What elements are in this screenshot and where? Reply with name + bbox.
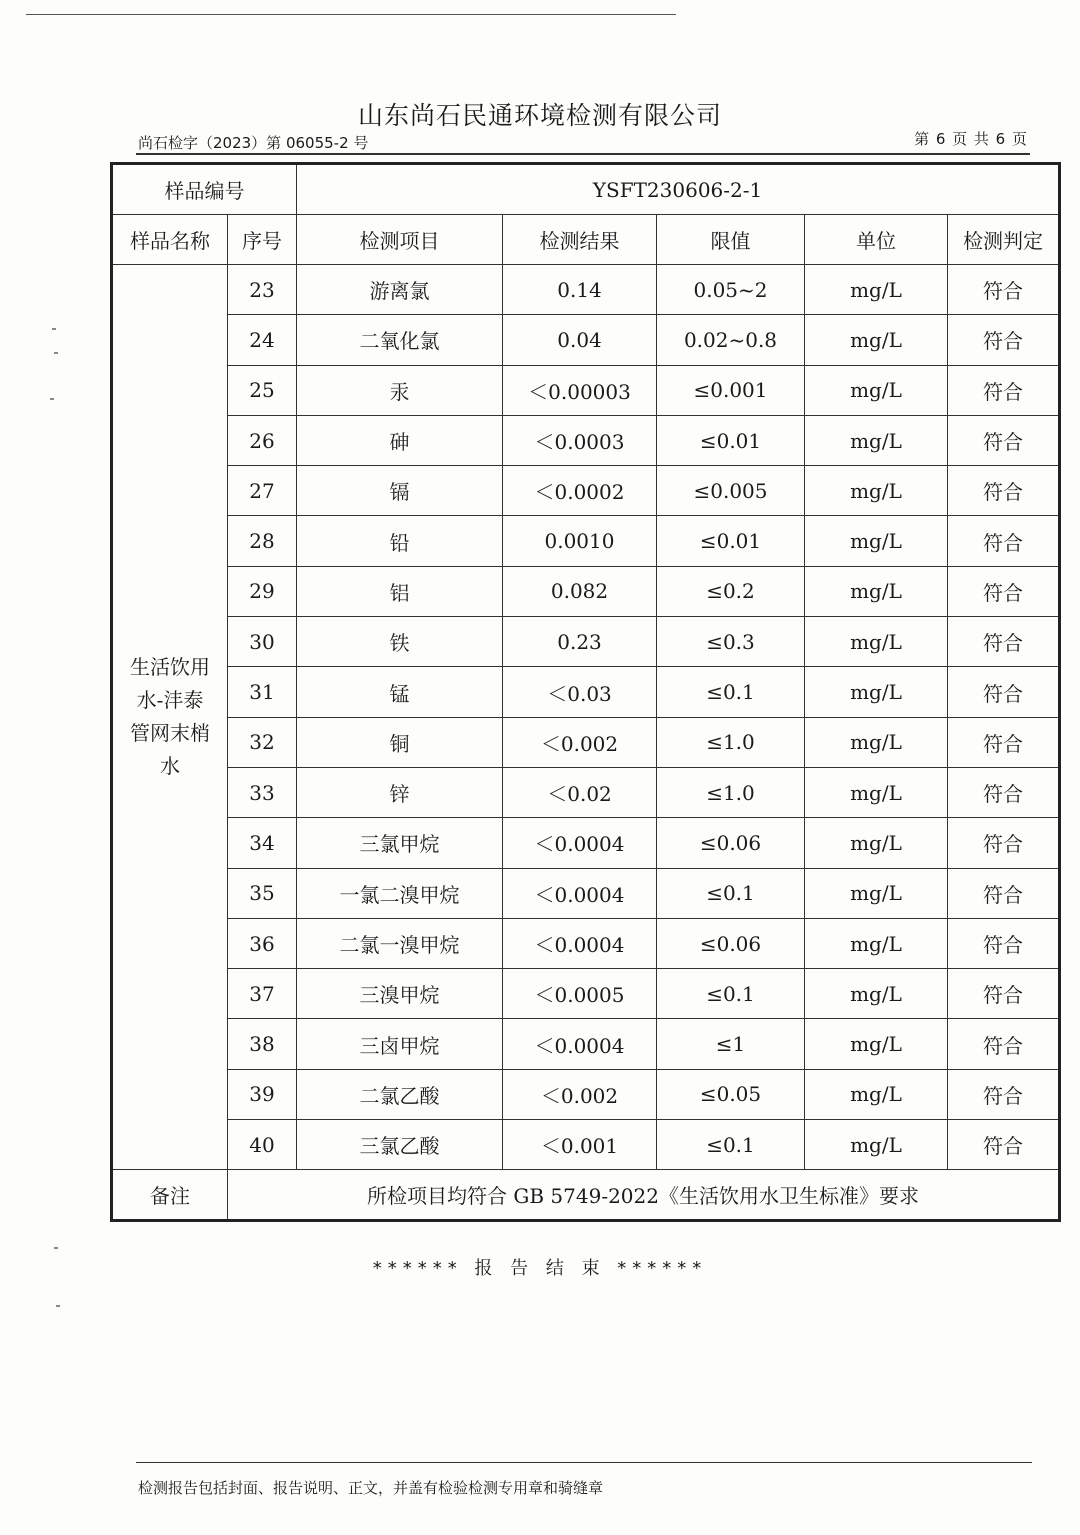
result-cell: 0.23 [503,617,657,667]
col-result: 检测结果 [503,215,657,265]
result-cell: ＜0.02 [503,767,657,817]
verdict-cell: 符合 [948,265,1060,315]
verdict-cell: 符合 [948,365,1060,415]
result-cell: ＜0.0005 [503,969,657,1019]
limit-cell: ≤1 [657,1019,805,1069]
table-row [112,1120,1060,1170]
footer-note: 检测报告包括封面、报告说明、正文，并盖有检验检测专用章和骑缝章 [138,1479,604,1497]
unit-cell: mg/L [805,818,948,868]
table-row [112,365,1060,415]
limit-cell: ≤0.1 [657,1120,805,1170]
seq-no-cell: 23 [228,265,297,315]
top-scan-rule [26,14,676,15]
seq-no-cell: 33 [228,767,297,817]
seq-no-cell: 31 [228,667,297,717]
verdict-cell: 符合 [948,868,1060,918]
verdict-cell: 符合 [948,818,1060,868]
footer-rule [136,1462,1032,1463]
result-cell: ＜0.0004 [503,868,657,918]
col-sample-name: 样品名称 [112,215,228,265]
test-item-cell: 铜 [297,717,503,767]
test-item-cell: 二氯一溴甲烷 [297,918,503,968]
sample-id-value: YSFT230606-2-1 [297,164,1060,215]
table-row [112,516,1060,566]
unit-cell: mg/L [805,918,948,968]
verdict-cell: 符合 [948,466,1060,516]
result-cell: 0.0010 [503,516,657,566]
result-cell: ＜0.0004 [503,818,657,868]
limit-cell: 0.05~2 [657,265,805,315]
unit-cell: mg/L [805,1120,948,1170]
seq-no-cell: 25 [228,365,297,415]
seq-no-cell: 35 [228,868,297,918]
seq-no-cell: 40 [228,1120,297,1170]
seq-no-cell: 32 [228,717,297,767]
page-indicator: 第 6 页 共 6 页 [914,130,1028,148]
result-cell: ＜0.03 [503,667,657,717]
table-row [112,1019,1060,1069]
table-row [112,918,1060,968]
limit-cell: 0.02~0.8 [657,315,805,365]
sample-name-line: 生活饮用 [130,655,210,680]
sample-id-label: 样品编号 [112,164,297,215]
test-item-cell: 二氧化氯 [297,315,503,365]
sample-name-line: 管网末梢 [130,721,210,746]
test-item-cell: 三溴甲烷 [297,969,503,1019]
result-cell: ＜0.00003 [503,365,657,415]
verdict-cell: 符合 [948,767,1060,817]
seq-no-cell: 38 [228,1019,297,1069]
seq-no-cell: 28 [228,516,297,566]
sample-name-cell [112,265,228,1170]
unit-cell: mg/L [805,617,948,667]
unit-cell: mg/L [805,1019,948,1069]
test-item-cell: 锰 [297,667,503,717]
company-name: 山东尚石民通环境检测有限公司 [357,101,722,130]
verdict-cell: 符合 [948,566,1060,616]
limit-cell: ≤0.05 [657,1069,805,1119]
seq-no-cell: 37 [228,969,297,1019]
test-item-cell: 游离氯 [297,265,503,315]
result-cell: ＜0.0003 [503,415,657,465]
limit-cell: ≤0.1 [657,667,805,717]
limit-cell: ≤0.2 [657,566,805,616]
verdict-cell: 符合 [948,315,1060,365]
unit-cell: mg/L [805,315,948,365]
result-cell: ＜0.002 [503,1069,657,1119]
col-test-item: 检测项目 [297,215,503,265]
scan-speck [56,1305,60,1307]
unit-cell: mg/L [805,868,948,918]
seq-no-cell: 34 [228,818,297,868]
test-item-cell: 二氯乙酸 [297,1069,503,1119]
sample-name-line: 水-沣泰 [136,688,204,713]
seq-no-cell: 36 [228,918,297,968]
result-cell: 0.14 [503,265,657,315]
sample-id-row [112,164,1060,215]
scan-speck [50,398,54,400]
test-item-cell: 铁 [297,617,503,667]
table-row [112,767,1060,817]
limit-cell: ≤1.0 [657,767,805,817]
seq-no-cell: 24 [228,315,297,365]
verdict-cell: 符合 [948,667,1060,717]
unit-cell: mg/L [805,415,948,465]
table-row [112,717,1060,767]
test-item-cell: 一氯二溴甲烷 [297,868,503,918]
unit-cell: mg/L [805,717,948,767]
limit-cell: ≤0.01 [657,516,805,566]
table-row [112,415,1060,465]
result-cell: ＜0.001 [503,1120,657,1170]
limit-cell: ≤0.06 [657,918,805,968]
test-item-cell: 三氯乙酸 [297,1120,503,1170]
limit-cell: ≤0.1 [657,969,805,1019]
scan-speck [54,352,58,354]
header-rule [136,153,1030,155]
test-item-cell: 锌 [297,767,503,817]
note-label: 备注 [112,1170,228,1221]
col-seq-no: 序号 [228,215,297,265]
seq-no-cell: 26 [228,415,297,465]
unit-cell: mg/L [805,516,948,566]
seq-no-cell: 39 [228,1069,297,1119]
verdict-cell: 符合 [948,717,1060,767]
unit-cell: mg/L [805,365,948,415]
table-row [112,566,1060,616]
limit-cell: ≤0.1 [657,868,805,918]
scan-speck [52,328,56,330]
verdict-cell: 符合 [948,1019,1060,1069]
limit-cell: ≤0.06 [657,818,805,868]
test-item-cell: 砷 [297,415,503,465]
note-text: 所检项目均符合 GB 5749-2022《生活饮用水卫生标准》要求 [228,1170,1060,1221]
test-item-cell: 三卤甲烷 [297,1019,503,1069]
result-cell: ＜0.002 [503,717,657,767]
test-item-cell: 汞 [297,365,503,415]
table-row [112,1069,1060,1119]
note-row [112,1170,1060,1221]
limit-cell: ≤1.0 [657,717,805,767]
limit-cell: ≤0.01 [657,415,805,465]
unit-cell: mg/L [805,1069,948,1119]
report-end-mark: ****** 报 告 结 束 ****** [372,1258,708,1279]
col-unit: 单位 [805,215,948,265]
result-cell: ＜0.0002 [503,466,657,516]
table-row [112,265,1060,315]
verdict-cell: 符合 [948,1120,1060,1170]
verdict-cell: 符合 [948,516,1060,566]
limit-cell: ≤0.005 [657,466,805,516]
unit-cell: mg/L [805,566,948,616]
result-cell: 0.082 [503,566,657,616]
verdict-cell: 符合 [948,918,1060,968]
results-table [110,162,1061,1222]
sample-name-line: 水 [160,754,180,779]
result-cell: ＜0.0004 [503,918,657,968]
col-limit: 限值 [657,215,805,265]
table-row [112,466,1060,516]
unit-cell: mg/L [805,265,948,315]
unit-cell: mg/L [805,969,948,1019]
test-item-cell: 铅 [297,516,503,566]
table-row [112,969,1060,1019]
result-cell: ＜0.0004 [503,1019,657,1069]
test-item-cell: 铝 [297,566,503,616]
verdict-cell: 符合 [948,415,1060,465]
test-item-cell: 镉 [297,466,503,516]
column-header-row [112,215,1060,265]
seq-no-cell: 29 [228,566,297,616]
seq-no-cell: 27 [228,466,297,516]
table-row [112,868,1060,918]
table-row [112,667,1060,717]
unit-cell: mg/L [805,667,948,717]
verdict-cell: 符合 [948,617,1060,667]
limit-cell: ≤0.001 [657,365,805,415]
limit-cell: ≤0.3 [657,617,805,667]
scan-speck [54,1247,58,1249]
test-item-cell: 三氯甲烷 [297,818,503,868]
verdict-cell: 符合 [948,1069,1060,1119]
col-verdict: 检测判定 [948,215,1060,265]
result-cell: 0.04 [503,315,657,365]
table-row [112,315,1060,365]
report-number: 尚石检字（2023）第 06055-2 号 [138,134,369,152]
unit-cell: mg/L [805,767,948,817]
seq-no-cell: 30 [228,617,297,667]
table-row [112,818,1060,868]
unit-cell: mg/L [805,466,948,516]
verdict-cell: 符合 [948,969,1060,1019]
table-row [112,617,1060,667]
